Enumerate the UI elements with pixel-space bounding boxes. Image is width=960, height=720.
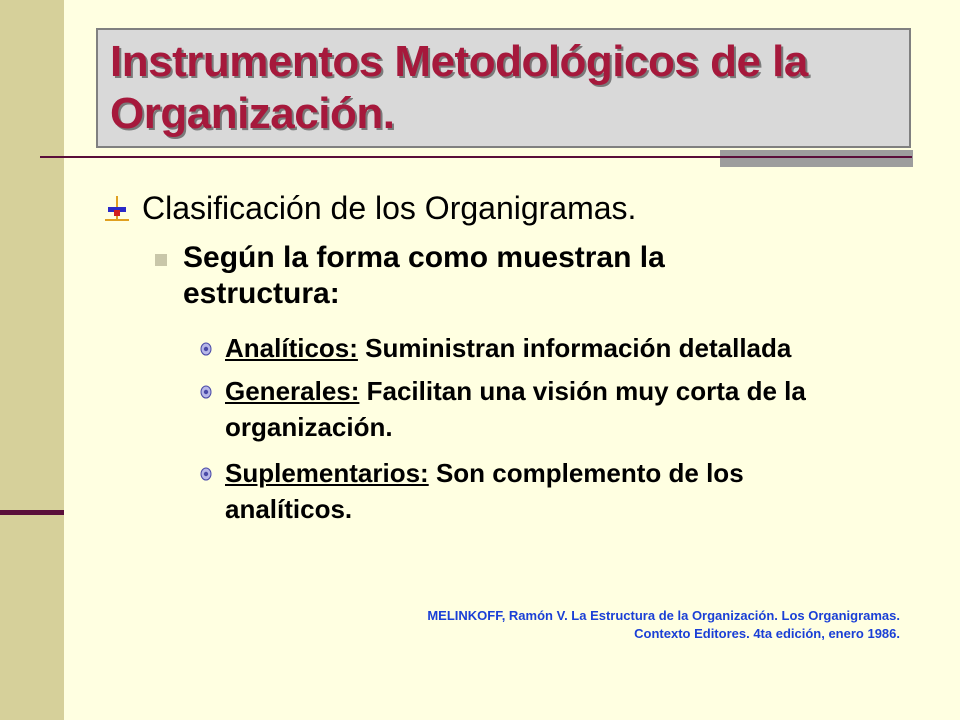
left-decorative-band <box>0 0 64 720</box>
item-description: Son complemento de los analíticos. <box>225 458 744 524</box>
left-accent-bar <box>0 510 64 515</box>
item-term: Suplementarios: <box>225 458 429 488</box>
slide-title: Instrumentos Metodológicos de la Organización. <box>110 37 808 138</box>
item-term: Generales: <box>225 376 360 406</box>
subheading-text: Según la forma como muestran la estructura: <box>183 241 665 310</box>
swirl-bullet-icon <box>200 342 212 356</box>
item-description: Facilitan una visión muy corta de la organización. <box>225 376 806 442</box>
heading-text: Clasificación de los Organigramas. <box>142 190 637 226</box>
square-bullet-icon <box>155 254 167 266</box>
swirl-bullet-icon <box>200 467 212 481</box>
title-underline-rule <box>40 156 912 158</box>
item-description: Suministran información detallada <box>357 333 792 363</box>
citation <box>427 607 900 643</box>
item-term: Analíticos: <box>225 333 358 363</box>
citation-line-1: MELINKOFF, Ramón V. La Estructura de la Organización. Los Organigramas. <box>427 608 900 623</box>
pushpin-icon <box>105 196 129 222</box>
title-box <box>96 28 911 148</box>
title-shadow-block <box>720 150 913 167</box>
citation-line-2: Contexto Editores. 4ta edición, enero 1986. <box>634 626 900 641</box>
swirl-bullet-icon <box>200 385 212 399</box>
